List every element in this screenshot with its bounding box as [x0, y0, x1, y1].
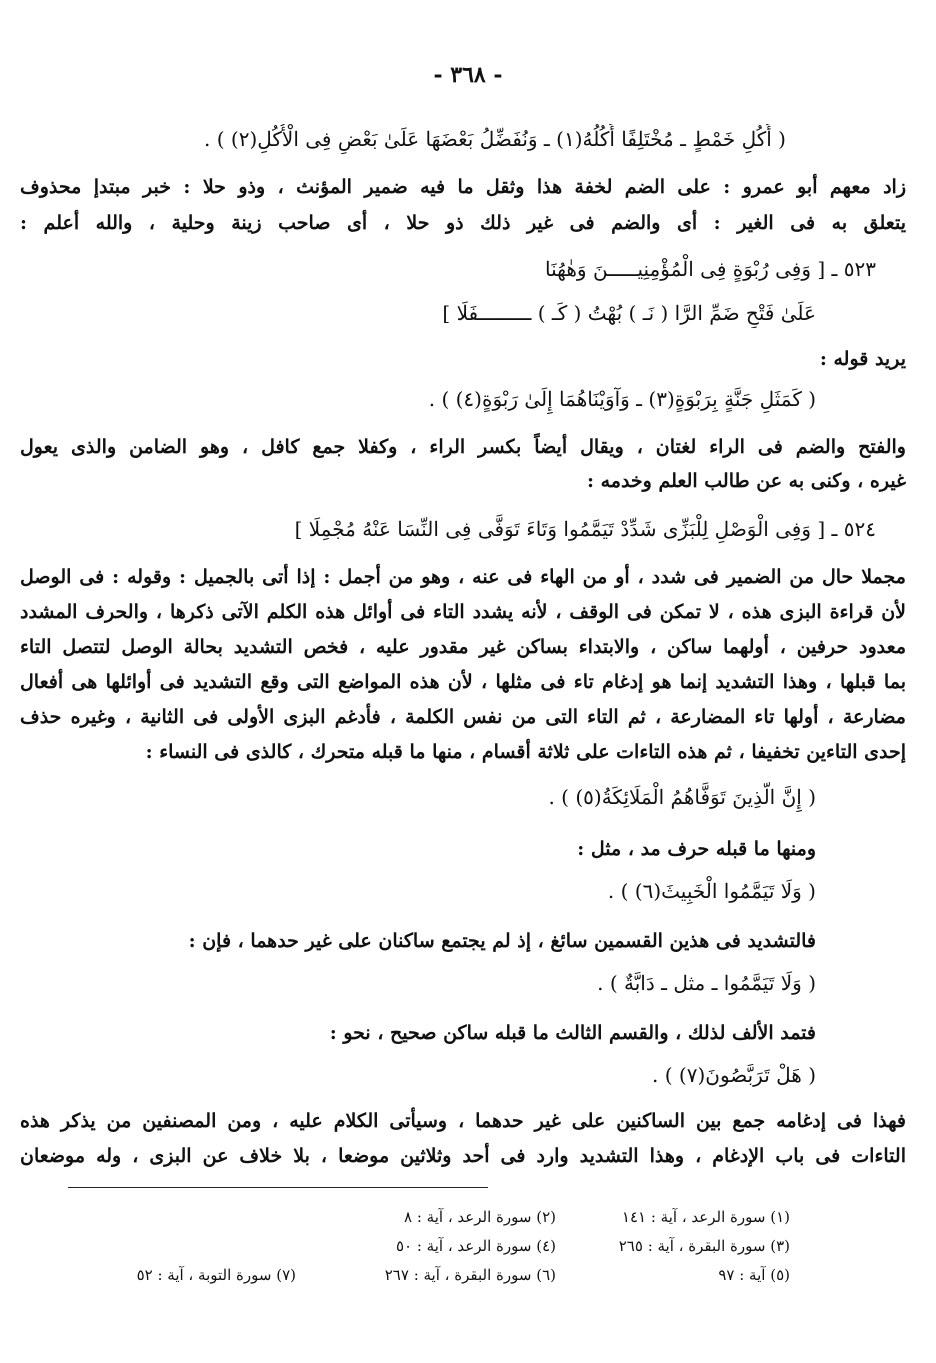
text-line: غيره ، وكنى به عن طالب العلم وخدمه :	[586, 470, 906, 492]
text-line: زاد معهم أبو عمرو : على الضم لخفة هذا وثقل ما فيه ضمير المؤنث ، وذو حلا : خبر مبتدإ محذوف	[20, 176, 906, 198]
text-line: فتمد الألف لذلك ، والقسم الثالث ما قبله ساكن صحيح ، نحو :	[329, 1022, 816, 1044]
page-number: - ٣٦٨ -	[433, 62, 503, 88]
footnote-3: (٣) سورة البقرة ، آية : ٢٦٥	[618, 1237, 790, 1255]
quran-quote-line: ( وَلَا تَيَمَّمُوا الْخَبِيثَ(٦) ) .	[607, 879, 816, 903]
footnote-2: (٢) سورة الرعد ، آية : ٨	[404, 1208, 556, 1226]
footnote-separator	[68, 1187, 488, 1188]
text-line: مضارعة ، أولها تاء المضارعة ، ثم التاء التى من نفس الكلمة ، فأدغم البزى الأولى فى الثانية ، وغيره حذف	[20, 706, 906, 728]
footnote-6: (٦) سورة البقرة ، آية : ٢٦٧	[384, 1266, 556, 1284]
quran-quote-line: ( أُكُلِ خَمْطٍ ـ مُخْتَلِفًا أُكُلُهُ(١) ـ وَنُفَضِّلُ بَعْضَهَا عَلَىٰ بَعْضٍ فِى الْأُكُلِ(٢) ) .	[204, 127, 786, 151]
footnote-1: (١) سورة الرعد ، آية : ١٤١	[621, 1208, 790, 1226]
text-line: معدود حرفين ، أولهما ساكن ، والابتداء بساكن غير مقدور عليه ، فخص التشديد بحالة الوصل لتتصل التاء	[20, 636, 906, 658]
quran-quote-line: ( هَلْ تَرَبَّصُونَ(٧) ) .	[652, 1063, 816, 1087]
text-line: يريد قوله :	[819, 348, 906, 370]
text-line: يتعلق به فى الغير : أى والضم فى غير ذلك ذو حلا ، أى صاحب زينة وحلية ، والله أعلم :	[20, 212, 906, 234]
text-line: بما قبلها ، وهذا التشديد إنما هو إدغام تاء فى مثلها ، لأن هذه المواضع التى وقع التشديد فى أوائلها هى أفعال	[20, 671, 906, 693]
footnote-4: (٤) سورة الرعد ، آية : ٥٠	[395, 1237, 556, 1255]
text-line: لأن قراءة البزى هذه ، لا تمكن فى الوقف ، لأنه يشدد التاء فى أوائل هذه الكلم الآتى ذكرها ، والحرف المشدد	[20, 601, 906, 623]
quran-quote-line: ( إِنَّ الَّذِينَ تَوَفَّاهُمُ الْمَلَائِكَةُ(٥) ) .	[548, 785, 816, 809]
text-line: فالتشديد فى هذين القسمين سائغ ، إذ لم يجتمع ساكنان على غير حدهما ، فإن :	[188, 930, 816, 952]
text-line: ومنها ما قبله حرف مد ، مثل :	[577, 838, 816, 860]
footnote-5: (٥) آية : ٩٧	[718, 1266, 790, 1284]
text-line: مجملا حال من الضمير فى شدد ، أو من الهاء فى عنه ، وهو من أجمل : إذا أتى بالجميل : وقوله : فى الوصل	[20, 566, 906, 588]
text-line: التاءات فى باب الإدغام ، وهذا التشديد وارد فى أحد وثلاثين موضعا ، بلا خلاف عن البزى ، وله موضعان	[20, 1145, 906, 1167]
quran-quote-line: ( وَلَا تَيَمَّمُوا ـ مثل ـ دَابَّةٌ ) .	[597, 971, 816, 995]
text-line: والفتح والضم فى الراء لغتان ، ويقال أيضاً بكسر الراء ، وكفلا جمع كافل ، وهو الضامن والذى يعول	[20, 436, 906, 458]
verse-line: عَلَىٰ فَتْحِ ضَمِّ الرَّا ( نَـ ) بُهْتُ ( كَـ ) ـــــــــفَلَا ]	[442, 301, 816, 325]
footnote-7: (٧) سورة التوبة ، آية : ٥٢	[136, 1266, 296, 1284]
verse-line: ٥٢٣ ـ [ وَفِى رُبْوَةٍ فِى الْمُؤْمِنِيـــــنَ وَهٰهُنَا	[545, 257, 876, 281]
verse-line: ٥٢٤ ـ [ وَفِى الْوَصْلِ لِلْبَزِّى شَدِّدْ تَيَمَّمُوا وَتَاءَ تَوَفَّى فِى النِّسَا عَنْهُ مُجْمِلَا ]	[294, 517, 876, 541]
text-line: فهذا فى إدغامه جمع بين الساكنين على غير حدهما ، وسيأتى الكلام عليه ، ومن المصنفين من يذكر هذه	[20, 1110, 906, 1132]
quran-quote-line: ( كَمَثَلِ جَنَّةٍ بِرَبْوَةٍ(٣) ـ وَآوَيْنَاهُمَا إِلَىٰ رَبْوَةٍ(٤) ) .	[428, 387, 816, 411]
text-line: إحدى التاءين تخفيفا ، ثم هذه التاءات على ثلاثة أقسام ، منها ما قبله متحرك ، كالذى فى النساء :	[145, 741, 906, 763]
